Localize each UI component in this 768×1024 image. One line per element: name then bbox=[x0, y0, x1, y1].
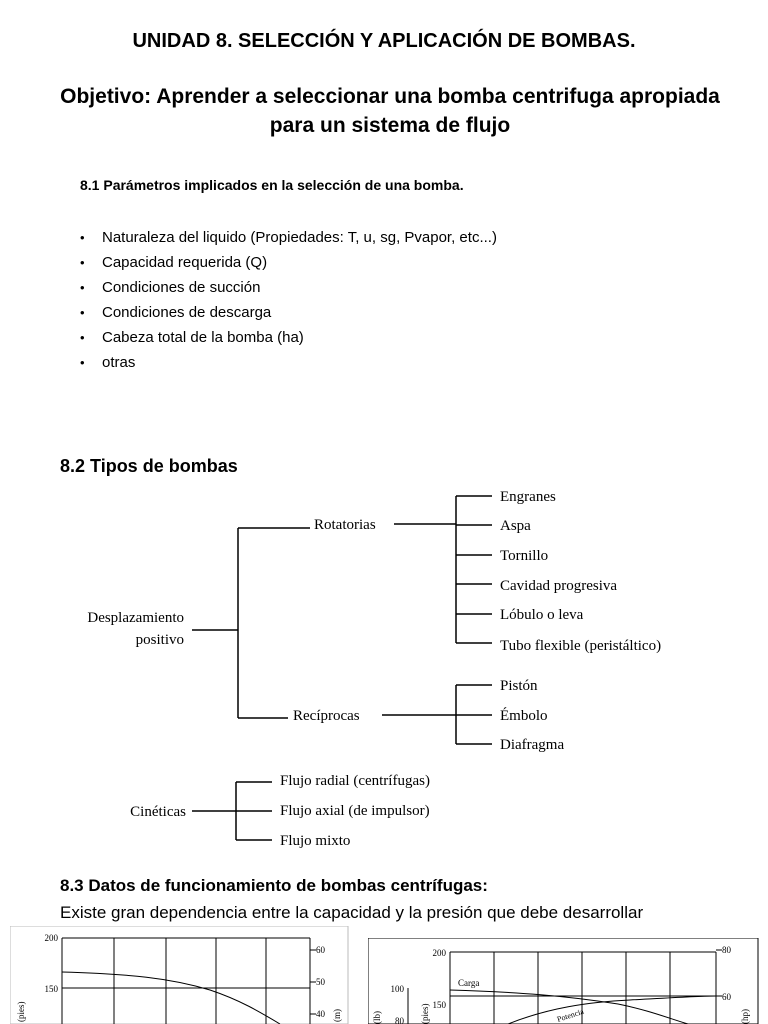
kinetic-item: Flujo axial (de impulsor) bbox=[280, 803, 430, 819]
y2-tick: 50 bbox=[316, 977, 325, 987]
list-item: • Capacidad requerida (Q) bbox=[80, 252, 497, 277]
reciprocating-item: Diafragma bbox=[500, 737, 565, 753]
rotary-label: Rotatorias bbox=[314, 517, 376, 533]
rotary-item: Tubo flexible (peristáltico) bbox=[500, 638, 662, 654]
list-item: • Naturaleza del liquido (Propiedades: T, u, sg, Pvapor, etc...) bbox=[80, 227, 497, 252]
y2-tick: 40 bbox=[316, 1009, 325, 1019]
page-title: UNIDAD 8. SELECCIÓN Y APLICACIÓN DE BOMBAS. bbox=[132, 30, 636, 52]
rotary-item: Cavidad progresiva bbox=[500, 578, 618, 594]
y-outer-tick: 80 bbox=[395, 1016, 404, 1024]
y-tick: 150 bbox=[44, 984, 58, 994]
y2-tick: 60 bbox=[316, 945, 325, 955]
y2-axis-label: (m) bbox=[332, 1009, 342, 1022]
list-item: • otras bbox=[80, 352, 497, 377]
performance-chart-right bbox=[368, 938, 760, 1024]
pump-types-diagram bbox=[0, 480, 768, 860]
kinetic-item: Flujo mixto bbox=[280, 833, 351, 849]
objective-text: Objetivo: Aprender a seleccionar una bomba centrifuga apropiada para un sistema de flujo bbox=[60, 85, 720, 137]
potencia-label: Potencia bbox=[555, 1006, 585, 1024]
y-outer-tick: 100 bbox=[390, 984, 404, 994]
positive-displacement-label-2: positivo bbox=[135, 632, 184, 648]
carga-label: Carga bbox=[458, 978, 480, 988]
y2-tick: 60 bbox=[722, 992, 731, 1002]
y-axis-label: (pies) bbox=[420, 1003, 430, 1024]
y-tick: 200 bbox=[432, 948, 446, 958]
kinetic-label: Cinéticas bbox=[130, 804, 186, 820]
parameters-list bbox=[80, 227, 497, 377]
y-axis-label: (pies) bbox=[16, 1001, 26, 1022]
list-item: • Condiciones de descarga bbox=[80, 302, 497, 327]
y-tick: 200 bbox=[44, 933, 58, 943]
reciprocating-item: Pistón bbox=[500, 678, 538, 694]
y-outer-axis-label: (lb) bbox=[372, 1011, 382, 1024]
list-item: • Cabeza total de la bomba (ha) bbox=[80, 327, 497, 352]
section-2-heading: 8.2 Tipos de bombas bbox=[60, 456, 238, 476]
reciprocating-label: Recíprocas bbox=[293, 708, 360, 724]
rotary-item: Engranes bbox=[500, 489, 556, 505]
section-3-heading: 8.3 Datos de funcionamiento de bombas centrífugas: bbox=[60, 876, 488, 895]
kinetic-item: Flujo radial (centrífugas) bbox=[280, 773, 430, 789]
list-item: • Condiciones de succión bbox=[80, 277, 497, 302]
y2-axis-label: (hp) bbox=[740, 1009, 750, 1024]
positive-displacement-label: Desplazamiento bbox=[87, 610, 184, 626]
y-tick: 150 bbox=[432, 1000, 446, 1010]
section-3-text: Existe gran dependencia entre la capacidad y la presión que debe desarrollar bbox=[60, 903, 644, 922]
rotary-item: Lóbulo o leva bbox=[500, 607, 584, 623]
reciprocating-item: Émbolo bbox=[500, 708, 548, 724]
y2-tick: 80 bbox=[722, 945, 731, 955]
rotary-item: Aspa bbox=[500, 518, 531, 534]
rotary-item: Tornillo bbox=[500, 548, 549, 564]
section-1-heading: 8.1 Parámetros implicados en la selección de una bomba. bbox=[80, 177, 464, 193]
performance-chart-left bbox=[10, 926, 350, 1024]
